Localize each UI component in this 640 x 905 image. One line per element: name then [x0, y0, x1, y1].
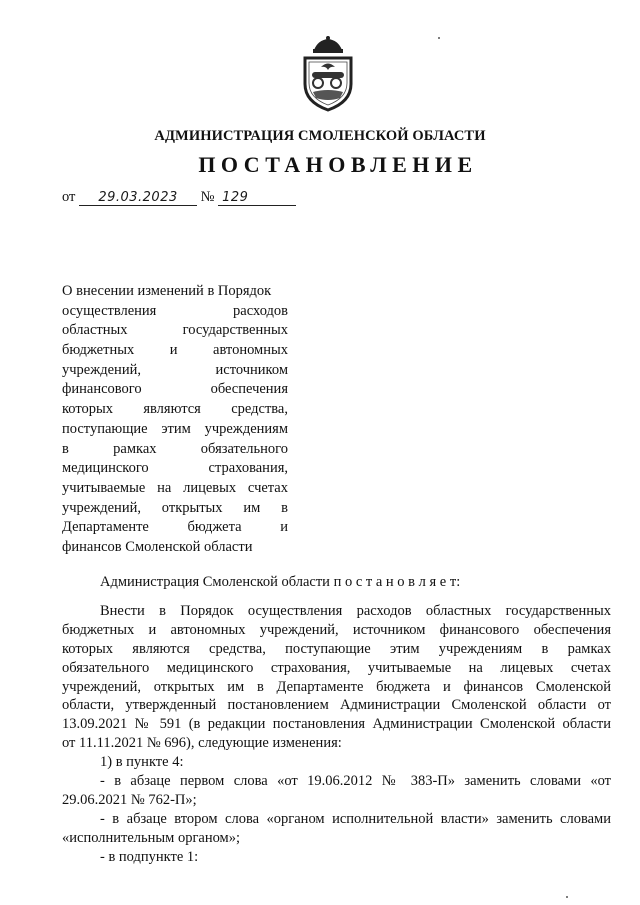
- body-line: 13.09.2021 № 591 (в редакции постановления Администрации Смоленской области: [62, 716, 611, 733]
- body-line: «исполнительным органом»;: [62, 829, 241, 846]
- handwritten-date: 29.03.2023: [98, 190, 178, 205]
- title-line: областных государственных: [62, 322, 288, 339]
- scan-speck: [438, 37, 440, 39]
- date-number-line: [62, 189, 296, 206]
- body-line: - в подпункте 1:: [100, 848, 199, 865]
- title-line: О внесении изменений в Порядок: [62, 283, 272, 299]
- date-prefix: от: [62, 189, 76, 205]
- resolution-intro: Администрация Смоленской области п о с т а н о в л я е т:: [100, 574, 461, 590]
- title-line: Департаменте бюджета и: [62, 519, 288, 536]
- title-line: медицинского страхования,: [62, 460, 288, 477]
- body-line: учреждений, открытых им в Департаменте бюджета и финансов Смоленской: [62, 678, 611, 695]
- body-line: - в абзаце первом слова «от 19.06.2012 № 383-П» заменить словами «от: [100, 773, 611, 790]
- body-line: от 11.11.2021 № 696), следующие изменения:: [62, 735, 342, 752]
- document-type-title: ПОСТАНОВЛЕНИЕ: [198, 152, 478, 177]
- body-line: бюджетных и автономных учреждений, источником финансового обеспечения: [62, 621, 611, 638]
- title-line: учреждений, источником: [62, 361, 288, 378]
- title-line: учреждений, открытых им в: [62, 499, 288, 516]
- handwritten-number: 129: [222, 190, 249, 205]
- title-line: которых являются средства,: [62, 401, 288, 418]
- scan-speck: [566, 896, 568, 898]
- title-line: учитываемые на лицевых счетах: [62, 479, 288, 496]
- body-line: Внести в Порядок осуществления расходов областных государственных: [100, 603, 611, 619]
- body-line: 1) в пункте 4:: [100, 754, 184, 771]
- title-line: финансов Смоленской области: [62, 538, 253, 555]
- body-line: обязательного медицинского страхования, учитываемые на лицевых счетах: [62, 659, 611, 676]
- organization-name: АДМИНИСТРАЦИЯ СМОЛЕНСКОЙ ОБЛАСТИ: [154, 128, 486, 144]
- title-line: поступающие этим учреждениям: [62, 420, 288, 437]
- body-line: - в абзаце втором слова «органом исполнительной власти» заменить словами: [100, 810, 611, 827]
- body-line: 29.06.2021 № 762-П»;: [62, 791, 197, 808]
- coat-of-arms-emblem: [296, 36, 360, 114]
- number-field: [218, 189, 296, 206]
- title-line: бюджетных и автономных: [62, 342, 288, 359]
- date-field: [79, 189, 197, 206]
- body-line: области, утвержденный постановлением Администрации Смоленской области от: [62, 697, 611, 714]
- title-line: финансового обеспечения: [62, 381, 288, 398]
- title-line: в рамках обязательного: [62, 440, 288, 457]
- document-subject-title: [62, 282, 288, 558]
- title-line: осуществления расходов: [62, 302, 288, 319]
- body-line: которых являются средства, поступающие этим учреждениям в рамках: [62, 640, 611, 657]
- number-label: №: [200, 189, 215, 205]
- document-body: [62, 602, 611, 866]
